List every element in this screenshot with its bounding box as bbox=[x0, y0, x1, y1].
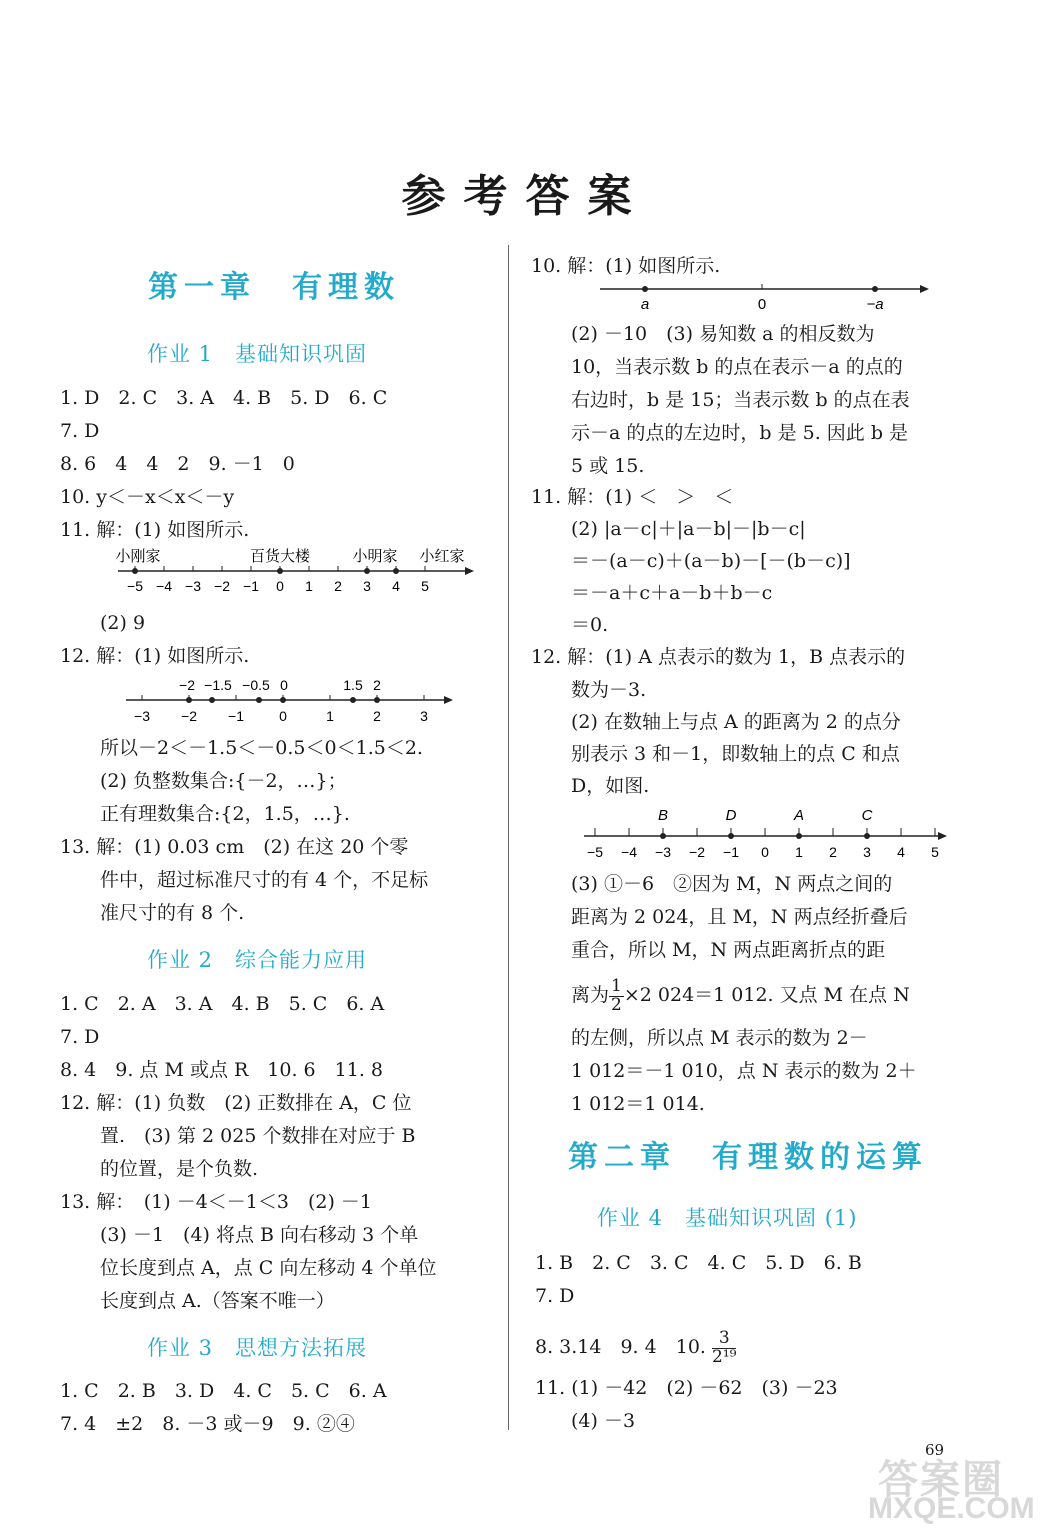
tick-label: 3 bbox=[863, 844, 871, 860]
answer-line: 1. D 2. C 3. A 4. B 5. D 6. C bbox=[60, 387, 388, 409]
answer-line: 11. (1) －42 (2) －62 (3) －23 bbox=[535, 1377, 838, 1399]
point-xiaoming bbox=[364, 568, 370, 574]
tick-label: −2 bbox=[181, 708, 197, 724]
tick-label: 1 bbox=[326, 708, 334, 724]
tick-label: 0 bbox=[761, 844, 769, 860]
text-segment: 8. 3.14 9. 4 10. bbox=[535, 1336, 706, 1358]
point-A-label: A bbox=[793, 807, 805, 824]
tick-label: −4 bbox=[621, 844, 637, 860]
tick-label: 3 bbox=[363, 578, 371, 594]
watermark-logo: 答案圈 bbox=[878, 1458, 1004, 1502]
answer-line: 1 012＝1 014. bbox=[571, 1093, 705, 1115]
answer-line: 别表示 3 和－1，即数轴上的点 C 和点 bbox=[571, 743, 900, 765]
answer-line: 件中，超过标准尺寸的有 4 个，不足标 bbox=[100, 869, 429, 891]
answer-line: (2) 9 bbox=[100, 612, 146, 634]
tick-label: −1 bbox=[723, 844, 739, 860]
answer-line: 10，当表示数 b 的点在表示－a 的点的 bbox=[571, 356, 903, 378]
tick-label: 0 bbox=[276, 578, 284, 594]
section-heading-4: 作业 4 基础知识巩固 (1) bbox=[597, 1206, 858, 1230]
answer-line: 8. 6 4 4 2 9. －1 0 bbox=[60, 453, 295, 475]
tick-label: 4 bbox=[392, 578, 400, 594]
number-line-figure-10 bbox=[590, 276, 940, 316]
point-label: −1.5 bbox=[204, 677, 232, 693]
page-number: 69 bbox=[925, 1441, 945, 1459]
label-xiaohong: 小红家 bbox=[419, 548, 465, 565]
answer-line: D，如图. bbox=[571, 775, 650, 797]
answer-line-with-fraction bbox=[535, 1330, 736, 1366]
tick-label: 1 bbox=[795, 844, 803, 860]
tick-label: 2 bbox=[829, 844, 837, 860]
answer-line: 11. 解：(1) 如图所示. bbox=[60, 519, 250, 541]
section-heading-2: 作业 2 综合能力应用 bbox=[147, 948, 368, 972]
point-xiaohong bbox=[393, 568, 399, 574]
answer-line: 示－a 的点的左边时，b 是 5. 因此 b 是 bbox=[571, 422, 909, 444]
answer-line: 位长度到点 A，点 C 向左移动 4 个单位 bbox=[100, 1257, 437, 1279]
answer-line: 10. 解：(1) 如图所示. bbox=[531, 255, 721, 277]
point-label: 0 bbox=[280, 677, 288, 693]
answer-line: 12. 解：(1) 如图所示. bbox=[60, 645, 250, 667]
answer-line: 10. y＜－x＜x＜－y bbox=[60, 486, 235, 508]
answer-line: 7. 4 ±2 8. －3 或－9 9. ②④ bbox=[60, 1413, 355, 1435]
answer-line: 12. 解：(1) A 点表示的数为 1，B 点表示的 bbox=[531, 646, 906, 668]
tick-label: −5 bbox=[127, 578, 143, 594]
answer-line: (2) 在数轴上与点 A 的距离为 2 的点分 bbox=[571, 711, 901, 733]
answer-line: 右边时，b 是 15；当表示数 b 的点在表 bbox=[571, 389, 910, 411]
point-label: 2 bbox=[373, 677, 381, 693]
answer-line: (2) |a－c|＋|a－b|－|b－c| bbox=[571, 518, 806, 540]
tick-label: −1 bbox=[243, 578, 259, 594]
answer-line: (4) －3 bbox=[571, 1410, 636, 1432]
answer-line: 11. 解：(1) ＜ ＞ ＜ bbox=[531, 486, 734, 508]
answer-line: 13. 解： (1) －4＜－1＜3 (2) －1 bbox=[60, 1191, 373, 1213]
answer-line: 7. D bbox=[535, 1285, 575, 1307]
point-department-store bbox=[277, 568, 283, 574]
point-C-label: C bbox=[861, 807, 873, 824]
answer-line-with-fraction bbox=[571, 978, 910, 1014]
tick-label: 2 bbox=[373, 708, 381, 724]
text-segment: 离为 bbox=[571, 984, 610, 1006]
tick-label: −2 bbox=[689, 844, 705, 860]
answer-line: ＝－(a－c)＋(a－b)－[－(b－c)] bbox=[571, 550, 851, 572]
point-label: 1.5 bbox=[343, 677, 363, 693]
point-label: −2 bbox=[179, 677, 195, 693]
answer-line: 数为－3. bbox=[571, 679, 647, 701]
answer-line: 正有理数集合:{2，1.5，…}. bbox=[100, 803, 350, 825]
answer-line: 7. D bbox=[60, 1026, 100, 1048]
tick-label: −3 bbox=[185, 578, 201, 594]
point-xiaogang bbox=[132, 568, 138, 574]
answer-line: (3) ①－6 ②因为 M，N 两点之间的 bbox=[571, 873, 893, 895]
label-a: a bbox=[640, 296, 650, 313]
fraction-one-half: $\frac{1}{2}$ bbox=[611, 976, 622, 1015]
answer-line: 1. C 2. B 3. D 4. C 5. C 6. A bbox=[60, 1380, 387, 1402]
tick-label: 1 bbox=[305, 578, 313, 594]
answer-line: (2) 负整数集合:{－2，…}； bbox=[100, 770, 347, 792]
column-divider bbox=[508, 245, 509, 1430]
answer-line: 重合，所以 M，N 两点距离折点的距 bbox=[571, 939, 886, 961]
page-title: 参考答案 bbox=[401, 171, 650, 222]
answer-line: 7. D bbox=[60, 420, 100, 442]
tick-label: 0 bbox=[279, 708, 287, 724]
answer-line: (3) －1 (4) 将点 B 向右移动 3 个单 bbox=[100, 1224, 419, 1246]
section-heading-1: 作业 1 基础知识巩固 bbox=[147, 342, 368, 366]
answer-line: 13. 解：(1) 0.03 cm (2) 在这 20 个零 bbox=[60, 836, 409, 858]
answer-line: 准尺寸的有 8 个. bbox=[100, 902, 245, 924]
point-B-label: B bbox=[657, 807, 669, 824]
answer-line: 1 012＝－1 010，点 N 表示的数为 2＋ bbox=[571, 1060, 917, 1082]
fraction-3-over-2-pow-19: $\frac{3}{\text{2¹⁹}}$ bbox=[712, 1328, 737, 1367]
point-label: −0.5 bbox=[242, 677, 270, 693]
chapter-1-heading: 第一章 有理数 bbox=[148, 270, 400, 305]
tick-label: 4 bbox=[897, 844, 905, 860]
label-department-store: 百货大楼 bbox=[249, 548, 311, 565]
answer-line: 的位置，是个负数. bbox=[100, 1158, 259, 1180]
text-segment: ×2 024＝1 012. 又点 M 在点 N bbox=[623, 984, 910, 1006]
answer-line: 1. B 2. C 3. C 4. C 5. D 6. B bbox=[535, 1252, 862, 1274]
tick-label: −3 bbox=[134, 708, 150, 724]
section-heading-3: 作业 3 思想方法拓展 bbox=[147, 1336, 368, 1360]
point-D-label: D bbox=[725, 807, 737, 824]
tick-label: −5 bbox=[587, 844, 603, 860]
tick-label: 5 bbox=[931, 844, 939, 860]
tick-label: 3 bbox=[420, 708, 428, 724]
answer-line: 的左侧，所以点 M 表示的数为 2－ bbox=[571, 1027, 868, 1049]
answer-line: 12. 解：(1) 负数 (2) 正数排在 A，C 位 bbox=[60, 1092, 412, 1114]
answer-line: 所以－2＜－1.5＜－0.5＜0＜1.5＜2. bbox=[100, 737, 423, 759]
answer-line: 1. C 2. A 3. A 4. B 5. C 6. A bbox=[60, 993, 385, 1015]
answer-line: 距离为 2 024，且 M，N 两点经折叠后 bbox=[571, 906, 908, 928]
answer-line: (2) －10 (3) 易知数 a 的相反数为 bbox=[571, 323, 875, 345]
number-line-figure-12 bbox=[118, 672, 458, 730]
number-line-figure-12-right bbox=[576, 802, 956, 864]
label-zero: 0 bbox=[757, 296, 767, 313]
label-xiaogang: 小刚家 bbox=[115, 548, 161, 565]
answer-line: 5 或 15. bbox=[571, 455, 645, 477]
tick-label: −2 bbox=[214, 578, 230, 594]
tick-label: 2 bbox=[334, 578, 342, 594]
answer-line: 8. 4 9. 点 M 或点 R 10. 6 11. 8 bbox=[60, 1059, 383, 1081]
watermark-url: MXQE.COM bbox=[868, 1492, 1035, 1525]
label-neg-a: −a bbox=[866, 296, 884, 313]
chapter-2-heading: 第二章 有理数的运算 bbox=[568, 1140, 928, 1175]
tick-label: −4 bbox=[156, 578, 172, 594]
answer-line: ＝－a＋c＋a－b＋b－c bbox=[571, 582, 773, 604]
answer-line: ＝0. bbox=[571, 614, 609, 636]
tick-label: −1 bbox=[228, 708, 244, 724]
answer-line: 长度到点 A.（答案不唯一） bbox=[100, 1290, 335, 1312]
tick-label: 5 bbox=[421, 578, 429, 594]
label-xiaoming: 小明家 bbox=[352, 548, 398, 565]
tick-label: −3 bbox=[655, 844, 671, 860]
answer-line: 置. (3) 第 2 025 个数排在对应于 B bbox=[100, 1125, 416, 1147]
number-line-figure-11 bbox=[100, 544, 480, 604]
